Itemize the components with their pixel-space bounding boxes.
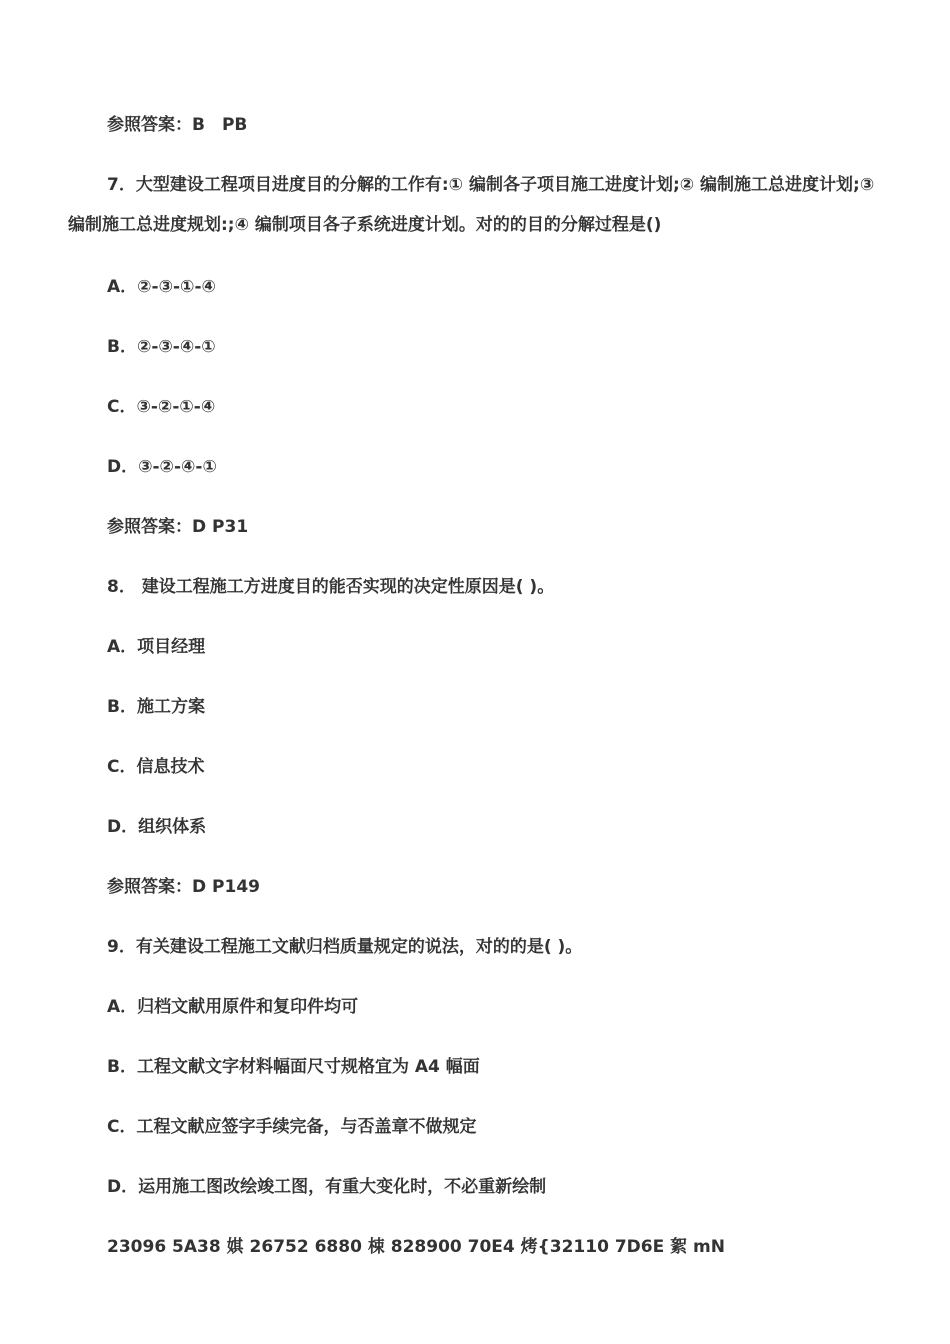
q7-option-d: D．③-②-④-① <box>107 457 217 477</box>
q8-option-b: B．施工方案 <box>107 697 205 717</box>
garbled-line: 23096 5A38 娸 26752 6880 梀 828900 70E4 烤{32110 7D6E 絮 mN <box>107 1237 725 1257</box>
q9-option-d: D．运用施工图改绘竣工图，有重大变化时，不必重新绘制 <box>107 1177 547 1197</box>
question-8: 8． 建设工程施工方进度目的能否实现的决定性原因是( )。 <box>107 577 555 597</box>
q9-option-b: B．工程文献文字材料幅面尺寸规格宜为 A4 幅面 <box>107 1057 480 1077</box>
q9-option-a: A．归档文献用原件和复印件均可 <box>107 997 359 1017</box>
answer-7: 参照答案：D P31 <box>107 517 249 537</box>
q7-option-c: C．③-②-①-④ <box>107 397 216 417</box>
q7-option-b: B．②-③-④-① <box>107 337 216 357</box>
q8-option-d: D．组织体系 <box>107 817 207 837</box>
q7-option-a: A．②-③-①-④ <box>107 277 216 297</box>
question-9: 9．有关建设工程施工文献归档质量规定的说法，对的的是( )。 <box>107 937 583 957</box>
q8-option-a: A．项目经理 <box>107 637 206 657</box>
answer-8: 参照答案：D P149 <box>107 877 260 897</box>
q9-option-c: C．工程文献应签字手续完备，与否盖章不做规定 <box>107 1117 477 1137</box>
answer-6: 参照答案：B PB <box>107 115 248 135</box>
q8-option-c: C．信息技术 <box>107 757 205 777</box>
question-7: 7．大型建设工程项目进度目的分解的工作有:① 编制各子项目施工进度计划;② 编制施工总进度计划;③ 编制施工总进度规划:;④ 编制项目各子系统进度计划。对的的目的分解过程是() <box>68 175 875 235</box>
